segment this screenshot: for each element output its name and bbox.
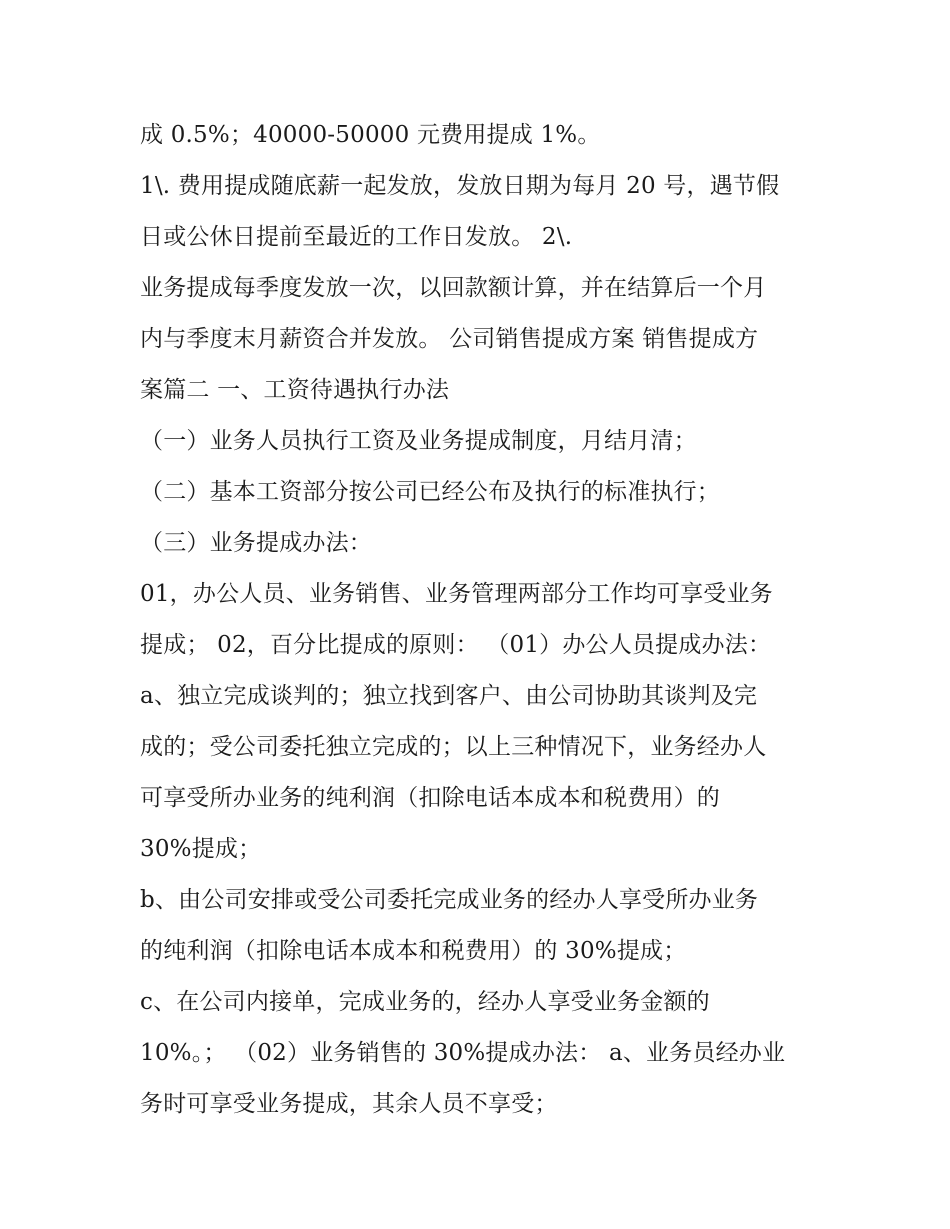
text-line: 可享受所办业务的纯利润（扣除电话本成本和税费用）的 (140, 785, 720, 811)
text-line: 1\. 费用提成随底薪一起发放，发放日期为每月 20 号，遇节假 (140, 173, 780, 199)
text-line: c、在公司内接单，完成业务的，经办人享受业务金额的 (140, 989, 710, 1015)
document-body (140, 110, 830, 1130)
text-line: （二）基本工资部分按公司已经公布及执行的标准执行； (140, 479, 720, 505)
text-line: 成的；受公司委托独立完成的；以上三种情况下，业务经办人 (140, 734, 767, 760)
text-line: 内与季度末月薪资合并发放。 公司销售提成方案 销售提成方 (140, 326, 759, 352)
text-line: a、独立完成谈判的；独立找到客户、由公司协助其谈判及完 (140, 683, 758, 709)
text-line: 务时可享受业务提成，其余人员不享受； (140, 1091, 558, 1117)
text-line: 10%。； （02）业务销售的 30%提成办法： a、业务员经办业 (140, 1040, 786, 1066)
text-line: 01，办公人员、业务销售、业务管理两部分工作均可享受业务 (140, 581, 773, 607)
text-line: 案篇二 一、工资待遇执行办法 (140, 377, 450, 403)
text-line: （三）业务提成办法： (140, 530, 372, 556)
text-line: 的纯利润（扣除电话本成本和税费用）的 30%提成； (140, 938, 687, 964)
text-line: （一）业务人员执行工资及业务提成制度，月结月清； (140, 428, 697, 454)
text-line: 日或公休日提前至最近的工作日发放。 2\. (140, 224, 573, 250)
text-line: 成 0.5%；40000-50000 元费用提成 1%。 (140, 122, 601, 148)
text-line: 业务提成每季度发放一次，以回款额计算，并在结算后一个月 (140, 275, 767, 301)
text-line: b、由公司安排或受公司委托完成业务的经办人享受所办业务 (140, 887, 759, 913)
text-line: 提成； 02，百分比提成的原则： （01）办公人员提成办法： (140, 632, 772, 658)
text-line: 30%提成； (140, 836, 262, 862)
